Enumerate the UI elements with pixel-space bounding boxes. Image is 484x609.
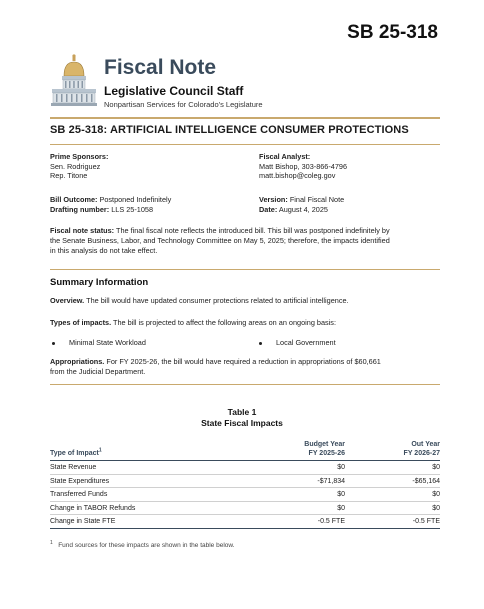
document-type-title: Fiscal Note xyxy=(104,56,217,79)
analyst-label: Fiscal Analyst: xyxy=(259,152,311,161)
cell-fy2026-27: $0 xyxy=(345,488,440,502)
table-footnote xyxy=(50,539,235,549)
table-header-row xyxy=(50,440,440,461)
sponsor-name: Sen. Rodriguez xyxy=(50,161,101,171)
overview-text: The bill would have updated consumer protections related to artificial intelligence. xyxy=(86,296,349,305)
impacts-label: Types of impacts. xyxy=(50,318,112,327)
version-value: Final Fiscal Note xyxy=(289,195,345,204)
cell-fy2025-26: $0 xyxy=(250,501,345,515)
analyst-block xyxy=(259,152,347,181)
row-label: Change in State FTE xyxy=(50,515,250,529)
impacts-paragraph xyxy=(50,318,442,328)
status-label: Fiscal note status: xyxy=(50,226,115,235)
capitol-dome-icon xyxy=(50,54,98,108)
table-row xyxy=(50,461,440,475)
appropriations-text: from the Judicial Department. xyxy=(50,367,146,376)
column-header-type: Type of Impact$^1$ xyxy=(50,440,250,461)
cell-fy2026-27: $0 xyxy=(345,461,440,475)
row-label: State Revenue xyxy=(50,461,250,475)
status-divider xyxy=(50,269,440,270)
table-row xyxy=(50,474,440,488)
drafting-value: LLS 25-1058 xyxy=(111,204,154,214)
sponsors-block xyxy=(50,152,108,181)
summary-heading: Summary Information xyxy=(50,277,149,288)
outcome-label: Bill Outcome: xyxy=(50,195,98,204)
cell-fy2025-26: $0 xyxy=(250,488,345,502)
footnote-mark: 1 xyxy=(50,539,53,546)
table-row xyxy=(50,501,440,515)
fiscal-note-status xyxy=(50,226,442,256)
sponsor-name: Rep. Titone xyxy=(50,171,88,180)
table-row xyxy=(50,488,440,502)
appropriations-label: Appropriations. xyxy=(50,357,105,366)
analyst-name: Matt Bishop, 303-866-4796 xyxy=(259,161,348,171)
organization-name: Legislative Council Staff xyxy=(104,84,244,98)
impact-bullet-item xyxy=(259,338,336,347)
bullet-icon xyxy=(52,342,55,345)
appropriations-paragraph xyxy=(50,357,442,377)
row-label: Transferred Funds xyxy=(50,488,250,502)
column-header-out-year: Out Year FY 2026-27 xyxy=(345,440,440,461)
table-title: Table 1 xyxy=(227,407,257,417)
impacts-text: The bill is projected to affect the following areas on an ongoing basis: xyxy=(113,318,336,327)
footnote-text: Fund sources for these impacts are shown in the table below. xyxy=(58,542,235,549)
cell-fy2025-26: -0.5 FTE xyxy=(250,515,345,529)
status-text: in this analysis do not take effect. xyxy=(50,246,158,255)
row-label: Change in TABOR Refunds xyxy=(50,501,250,515)
outcome-value: Postponed Indefinitely xyxy=(99,195,172,204)
fiscal-impacts-table xyxy=(50,440,440,529)
drafting-label: Drafting number: xyxy=(50,204,110,214)
header-divider xyxy=(50,117,440,119)
sponsors-label: Prime Sponsors: xyxy=(50,152,109,161)
analyst-email: matt.bishop@coleg.gov xyxy=(259,171,336,180)
overview-label: Overview. xyxy=(50,296,85,305)
bill-title: SB 25-318: ARTIFICIAL INTELLIGENCE CONSUMER PROTECTIONS xyxy=(50,124,409,136)
impact-item-label: Minimal State Workload xyxy=(69,338,146,347)
table-row xyxy=(50,515,440,529)
date-label: Date: xyxy=(259,204,278,214)
status-text: The final fiscal note reflects the introduced bill. This bill was postponed indefinitely by xyxy=(115,226,390,235)
cell-fy2025-26: $0 xyxy=(250,461,345,475)
title-divider xyxy=(50,144,440,145)
overview-paragraph xyxy=(50,296,442,306)
cell-fy2026-27: -0.5 FTE xyxy=(345,515,440,529)
appropriations-text: For FY 2025-26, the bill would have required a reduction in appropriations of $60,661 xyxy=(106,357,381,366)
cell-fy2025-26: -$71,834 xyxy=(250,474,345,488)
version-block xyxy=(259,195,344,214)
outcome-block xyxy=(50,195,171,214)
date-value: August 4, 2025 xyxy=(278,204,328,214)
cell-fy2026-27: $0 xyxy=(345,501,440,515)
impact-bullet-item xyxy=(52,338,146,347)
bullet-icon xyxy=(259,342,262,345)
organization-subtitle: Nonpartisan Services for Colorado's Legislature xyxy=(104,100,263,109)
summary-divider xyxy=(50,384,440,385)
status-text: the Senate Business, Labor, and Technology Committee on May 5, 2025; therefore, the impacts identified xyxy=(50,236,390,245)
table-subtitle: State Fiscal Impacts xyxy=(201,418,283,428)
bill-number: SB 25-318 xyxy=(347,22,438,43)
column-header-budget-year: Budget Year FY 2025-26 xyxy=(250,440,345,461)
impact-item-label: Local Government xyxy=(276,338,336,347)
version-label: Version: xyxy=(259,195,288,204)
cell-fy2026-27: -$65,164 xyxy=(345,474,440,488)
row-label: State Expenditures xyxy=(50,474,250,488)
